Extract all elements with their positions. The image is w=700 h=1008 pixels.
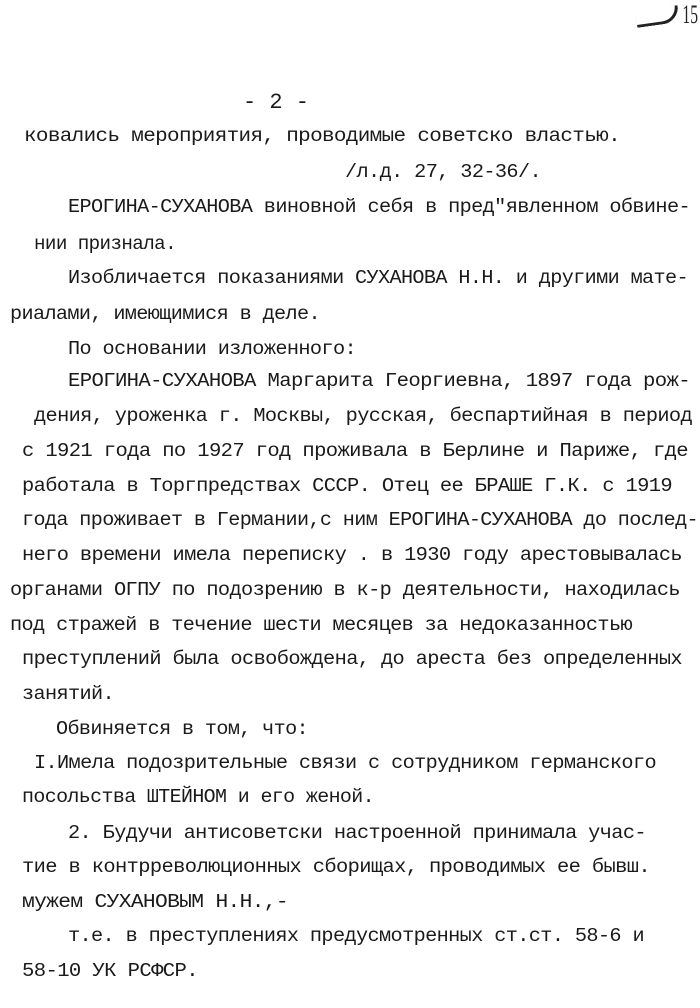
text-line: ЕРОГИНА-СУХАНОВА Маргарита Георгиевна, 1897 года рож- bbox=[68, 370, 690, 392]
text-line: нии признала. bbox=[34, 233, 176, 255]
text-line: /л.д. 27, 32-36/. bbox=[345, 161, 541, 183]
text-line: I.Имела подозрительные связи с сотрудником германского bbox=[34, 752, 656, 774]
text-line: него времени имела переписку . в 1930 году арестовывалась bbox=[22, 544, 682, 566]
text-line: 2. Будучи антисоветски настроенной принимала учас- bbox=[68, 822, 646, 844]
handwritten-stroke bbox=[635, 5, 680, 28]
text-line: 58-10 УК РСФСР. bbox=[22, 960, 198, 982]
text-line: т.е. в преступлениях предусмотренных ст.ст. 58-6 и bbox=[68, 925, 644, 947]
sheet-number: 15 bbox=[682, 0, 698, 29]
text-line: с 1921 года по 1927 год проживала в Берлине и Париже, где bbox=[22, 440, 688, 462]
text-line: Изобличается показаниями СУХАНОВА Н.Н. и другими мате- bbox=[68, 267, 688, 289]
text-line: органами ОГПУ по подозрению в к-р деятельности, находилась bbox=[10, 579, 680, 601]
text-line: занятий. bbox=[22, 683, 114, 705]
text-line: работала в Торгпредствах СССР. Отец ее БРАШЕ Г.К. с 1919 bbox=[22, 475, 672, 497]
text-line: риалами, имеющимися в деле. bbox=[10, 303, 320, 325]
page-number: - 2 - bbox=[243, 90, 310, 115]
text-line: года проживает в Германии,с ним ЕРОГИНА-СУХАНОВА до послед- bbox=[22, 509, 698, 531]
text-line: посольства ШТЕЙНОМ и его женой. bbox=[22, 786, 374, 808]
text-line: дения, уроженка г. Москвы, русская, беспартийная в период bbox=[34, 405, 692, 427]
text-line: мужем СУХАНОВЫМ Н.Н.,- bbox=[22, 891, 288, 913]
text-line: преступлений была освобождена, до ареста без определенных bbox=[22, 648, 682, 670]
text-line: ЕРОГИНА-СУХАНОВА виновной себя в пред"явленном обвине- bbox=[68, 196, 690, 218]
text-line: Обвиняется в том, что: bbox=[56, 718, 308, 740]
text-line: По основании изложенного: bbox=[68, 338, 356, 360]
text-line: тие в контрреволюционных сборищах, проводимых ее бывш. bbox=[22, 856, 650, 878]
text-line: под стражей в течение шести месяцев за недоказанностью bbox=[10, 614, 632, 636]
text-line: ковались мероприятия, проводимые советско властью. bbox=[24, 125, 620, 147]
